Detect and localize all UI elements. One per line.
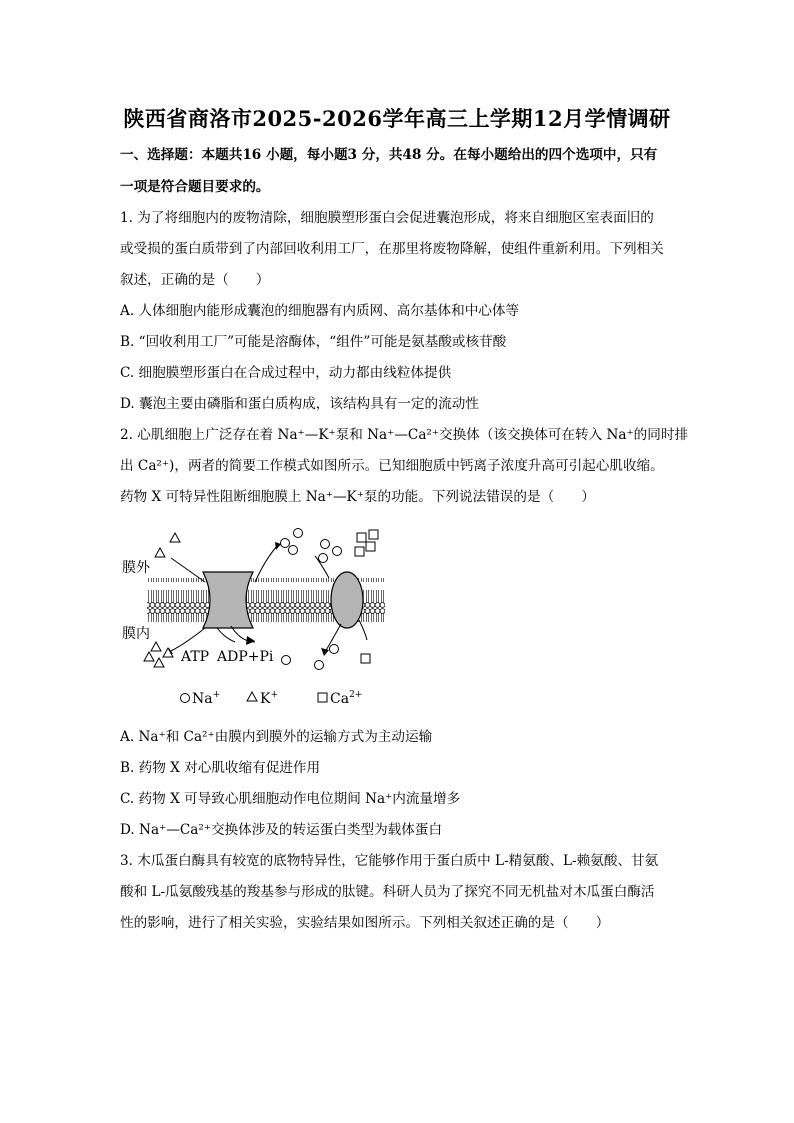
k-ion-triangle (151, 642, 161, 651)
ca-ion-square (357, 533, 366, 542)
q1-stem-line1: 1. 为了将细胞内的废物清除，细胞膜塑形蛋白会促进囊泡形成，将来自细胞区室表面旧的 (120, 210, 654, 226)
na-ion-circle (321, 540, 330, 549)
k-ion-triangle (155, 548, 165, 557)
legend-k-triangle (247, 692, 257, 701)
na-ion-circle (333, 547, 342, 556)
q1-stem-line2: 或受损的蛋白质带到了内部回收利用工厂，在那里将废物降解，使组件重新利用。下列相关 (120, 241, 664, 257)
q1-option-c[interactable]: C. 细胞膜塑形蛋白在合成过程中，动力都由线粒体提供 (120, 365, 452, 381)
k-ion-triangle (144, 652, 154, 661)
legend-na: Na+ (192, 690, 221, 707)
ca-ion-square (369, 530, 378, 539)
legend-k: K+ (260, 690, 279, 707)
q1-option-d[interactable]: D. 囊泡主要由磷脂和蛋白质构成，该结构具有一定的流动性 (120, 396, 479, 412)
k-ion-triangle (170, 533, 180, 542)
q2-option-b[interactable]: B. 药物 X 对心肌收缩有促进作用 (120, 760, 321, 776)
legend-ca-square (318, 693, 327, 702)
label-atp: ATP (181, 649, 210, 665)
label-adp: ADP+Pi (217, 649, 274, 665)
na-ion-circle (330, 645, 339, 654)
k-ion-triangle (154, 658, 164, 667)
q2-option-a[interactable]: A. Na⁺和 Ca²⁺由膜内到膜外的运输方式为主动运输 (120, 729, 433, 745)
q2-stem-line3: 药物 X 可特异性阻断细胞膜上 Na⁺—K⁺泵的功能。下列说法错误的是（ ） (120, 489, 595, 505)
q3-stem-line1: 3. 木瓜蛋白酶具有较宽的底物特异性，它能够作用于蛋白质中 L-精氨酸、L-赖氨酸、甘氨 (120, 853, 659, 869)
ca-ion-square (361, 654, 370, 663)
na-ion-circle (294, 529, 303, 538)
section-instruction-line2: 一项是符合题目要求的。 (120, 179, 270, 195)
label-inside: 膜内 (122, 626, 150, 642)
legend-ca: $Ca^{2+}$ (330, 690, 363, 707)
q2-option-c[interactable]: C. 药物 X 可导致心肌细胞动作电位期间 Na⁺内流量增多 (120, 791, 461, 807)
q1-option-b[interactable]: B. “回收利用工厂”可能是溶酶体，“组件”可能是氨基酸或核苷酸 (120, 334, 507, 350)
legend-na-circle (181, 694, 190, 703)
q2-stem-line2: 出 Ca²⁺)，两者的简要工作模式如图所示。已知细胞质中钙离子浓度升高可引起心肌收缩。 (120, 458, 664, 474)
na-ion-circle (289, 546, 298, 555)
ca-ion-square (355, 547, 364, 556)
na-k-pump (203, 572, 253, 628)
q1-stem-line3: 叙述，正确的是（ ） (120, 272, 270, 288)
section-instruction-line1: 一、选择题：本题共16 小题，每小题3 分，共48 分。在每小题给出的四个选项中，只有 (120, 147, 658, 163)
na-ion-circle (281, 539, 290, 548)
q3-stem-line3: 性的影响，进行了相关实验，实验结果如图所示。下列相关叙述正确的是（ ） (120, 915, 610, 931)
q1-option-a[interactable]: A. 人体细胞内能形成囊泡的细胞器有内质网、高尔基体和中心体等 (120, 303, 520, 319)
na-ca-exchanger (331, 572, 363, 628)
ca-ion-square (366, 542, 375, 551)
page-title: 陕西省商洛市2025-2026学年高三上学期12月学情调研 (123, 106, 671, 131)
q3-stem-line2: 酸和 L-瓜氨酸残基的羧基参与形成的肽键。科研人员为了探究不同无机盐对木瓜蛋白酶活 (120, 884, 655, 900)
na-ion-circle (282, 656, 291, 665)
na-ion-circle (315, 661, 324, 670)
membrane-transport-figure (115, 520, 405, 715)
label-outside: 膜外 (122, 560, 150, 576)
na-ion-circle (319, 554, 328, 563)
q2-option-d[interactable]: D. Na⁺—Ca²⁺交换体涉及的转运蛋白类型为载体蛋白 (120, 822, 443, 838)
q2-stem-line1: 2. 心肌细胞上广泛存在着 Na⁺—K⁺泵和 Na⁺—Ca²⁺交换体（该交换体可在转入 Na⁺的同时排 (120, 427, 689, 443)
